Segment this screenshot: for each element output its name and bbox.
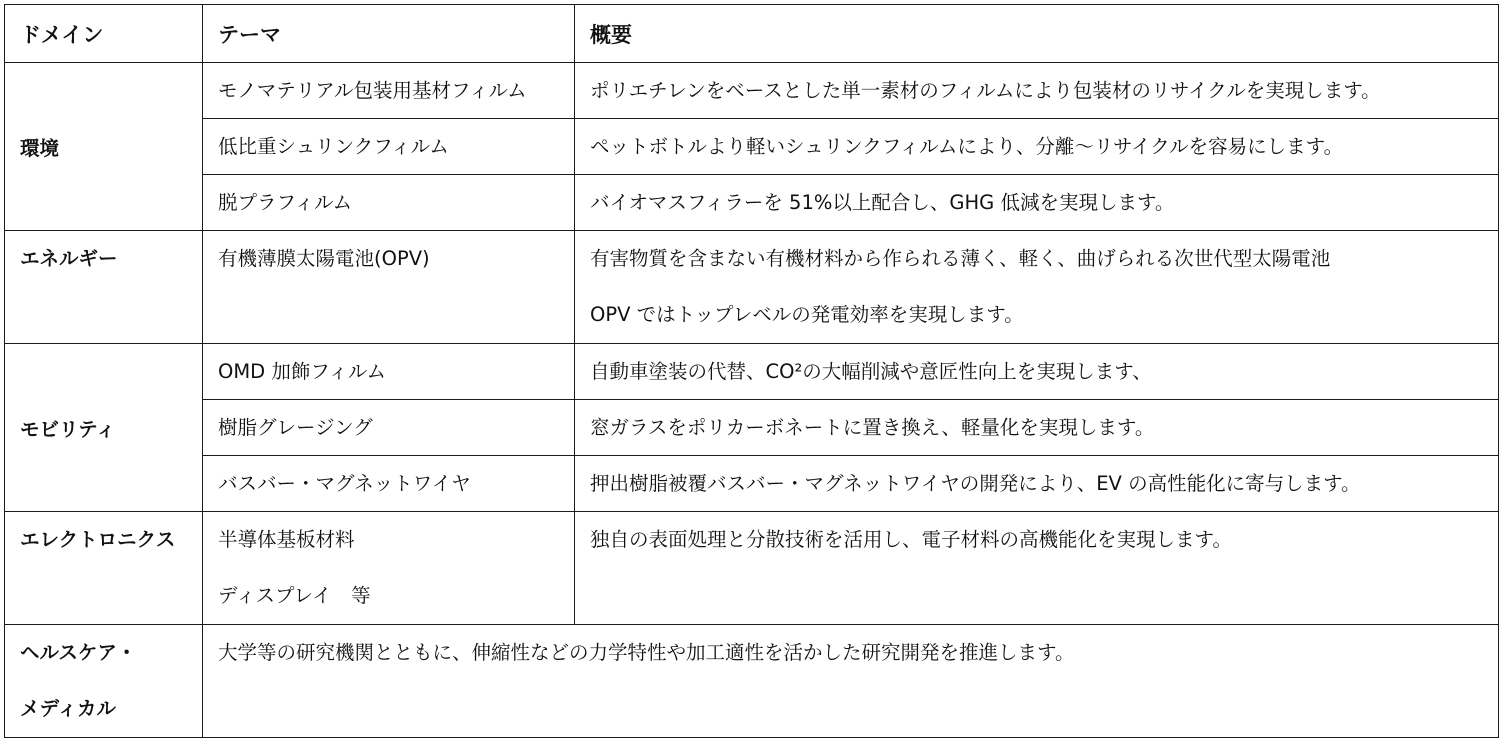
domain-cell: エレクトロニクス bbox=[5, 512, 203, 625]
summary-cell: 有害物質を含まない有機材料から作られる薄く、軽く、曲げられる次世代型太陽電池 OPV ではトップレベルの発電効率を実現します。 bbox=[575, 231, 1499, 344]
theme-cell: 脱プラフィルム bbox=[203, 175, 575, 231]
theme-cell: バスバー・マグネットワイヤ bbox=[203, 456, 575, 512]
summary-cell: 窓ガラスをポリカーボネートに置き換え、軽量化を実現します。 bbox=[575, 400, 1499, 456]
summary-cell: 押出樹脂被覆バスバー・マグネットワイヤの開発により、EV の高性能化に寄与します。 bbox=[575, 456, 1499, 512]
theme-cell: 有機薄膜太陽電池(OPV) bbox=[203, 231, 575, 344]
domain-cell: エネルギー bbox=[5, 231, 203, 344]
theme-cell: 樹脂グレージング bbox=[203, 400, 575, 456]
header-row bbox=[5, 5, 1499, 63]
header-theme: テーマ bbox=[203, 5, 575, 63]
table-row bbox=[5, 625, 1499, 738]
theme-cell: 低比重シュリンクフィルム bbox=[203, 119, 575, 175]
summary-cell: 独自の表面処理と分散技術を活用し、電子材料の高機能化を実現します。 bbox=[575, 512, 1499, 625]
table-row bbox=[5, 175, 1499, 231]
header-domain: ドメイン bbox=[5, 5, 203, 63]
summary-cell: 自動車塗装の代替、CO²の大幅削減や意匠性向上を実現します、 bbox=[575, 344, 1499, 400]
domain-cell: ヘルスケア・ メディカル bbox=[5, 625, 203, 738]
table-row bbox=[5, 119, 1499, 175]
domain-cell: 環境 bbox=[5, 63, 203, 231]
table-row bbox=[5, 400, 1499, 456]
summary-cell: バイオマスフィラーを 51%以上配合し、GHG 低減を実現します。 bbox=[575, 175, 1499, 231]
theme-cell: 半導体基板材料 ディスプレイ 等 bbox=[203, 512, 575, 625]
table-row bbox=[5, 63, 1499, 119]
table-row bbox=[5, 456, 1499, 512]
table-row bbox=[5, 512, 1499, 625]
domain-theme-table bbox=[4, 4, 1499, 738]
theme-cell: OMD 加飾フィルム bbox=[203, 344, 575, 400]
header-summary: 概要 bbox=[575, 5, 1499, 63]
domain-cell: モビリティ bbox=[5, 344, 203, 512]
theme-cell: モノマテリアル包装用基材フィルム bbox=[203, 63, 575, 119]
summary-cell: ポリエチレンをベースとした単一素材のフィルムにより包装材のリサイクルを実現します。 bbox=[575, 63, 1499, 119]
summary-cell: 大学等の研究機関とともに、伸縮性などの力学特性や加工適性を活かした研究開発を推進します。 bbox=[203, 625, 1499, 738]
table-row bbox=[5, 344, 1499, 400]
table-row bbox=[5, 231, 1499, 344]
summary-cell: ペットボトルより軽いシュリンクフィルムにより、分離～リサイクルを容易にします。 bbox=[575, 119, 1499, 175]
